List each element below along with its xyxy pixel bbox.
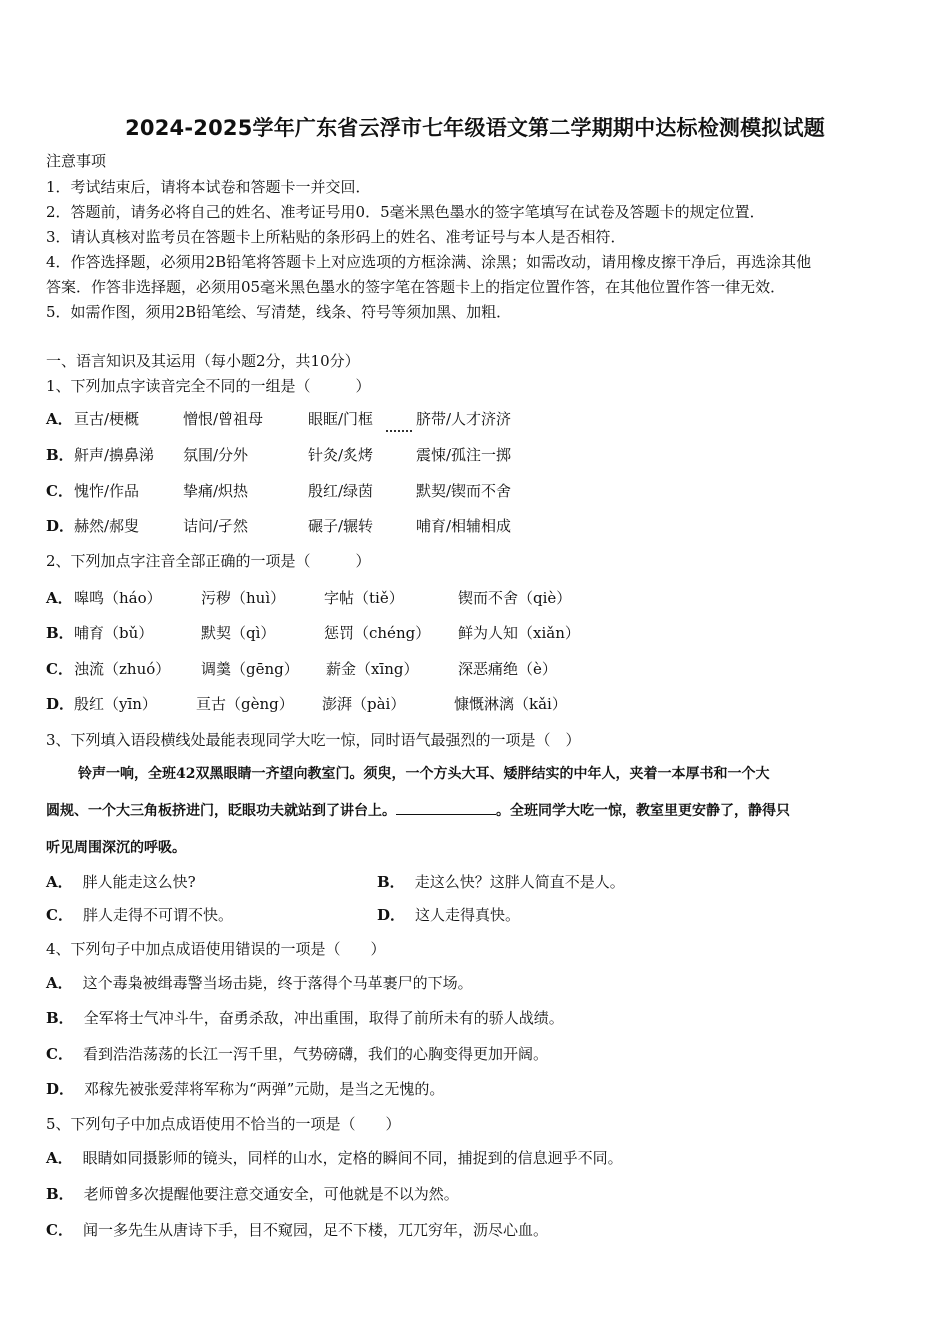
option-label: D． bbox=[46, 517, 75, 535]
q5-option-a[interactable] bbox=[46, 1148, 623, 1168]
option-cell: 愧怍/作品 bbox=[74, 482, 140, 500]
option-label: C． bbox=[46, 482, 73, 500]
question-3-stem: 3、下列填入语段横线处最能表现同学大吃一惊，同时语气最强烈的一项是（ ） bbox=[46, 731, 581, 749]
option-label: B． bbox=[377, 873, 405, 891]
option-cell: 鼾声/擤鼻涕 bbox=[74, 446, 155, 464]
option-label: B． bbox=[46, 1185, 74, 1203]
option-cell: 诘问/孑然 bbox=[183, 517, 249, 535]
q3-option-c[interactable] bbox=[46, 905, 233, 925]
q4-option-c[interactable] bbox=[46, 1044, 548, 1064]
option-label: B． bbox=[46, 1009, 74, 1027]
emphasis-dots bbox=[386, 417, 412, 437]
option-cell: 亘古/梗概 bbox=[74, 410, 140, 428]
q3-option-b[interactable] bbox=[377, 872, 625, 892]
notice-item: 4．作答选择题，必须用2B铅笔将答题卡上对应选项的方框涂满、涂黑；如需改动，请用橡皮擦干净后，再选涂其他 bbox=[46, 253, 812, 271]
option-cell: 哺育（bǔ） bbox=[74, 624, 154, 642]
option-text: 胖人能走这么快? bbox=[82, 873, 196, 891]
option-label: D． bbox=[46, 1080, 75, 1098]
q3-passage-text: 圆规、一个大三角板挤进门，眨眼功夫就站到了讲台上。 bbox=[46, 803, 396, 819]
option-cell: 赫然/郝叟 bbox=[74, 517, 140, 535]
option-cell: 澎湃（pài） bbox=[322, 695, 406, 713]
q4-option-d[interactable] bbox=[46, 1079, 444, 1099]
page-title: 2024-2025学年广东省云浮市七年级语文第二学期期中达标检测模拟试题 bbox=[125, 116, 825, 140]
option-cell: 污秽（huì） bbox=[201, 589, 286, 607]
question-4-stem: 4、下列句子中加点成语使用错误的一项是（ ） bbox=[46, 940, 386, 958]
option-cell: 憎恨/曾祖母 bbox=[183, 410, 264, 428]
option-label: D． bbox=[377, 906, 406, 924]
option-cell: 默契/锲而不舍 bbox=[416, 482, 512, 500]
option-cell: 调羹（gēng） bbox=[201, 660, 299, 678]
option-label: A． bbox=[46, 873, 73, 891]
option-label: A． bbox=[46, 410, 73, 428]
option-cell: 哺育/相辅相成 bbox=[416, 517, 512, 535]
notice-item: 答案．作答非选择题，必须用05毫米黑色墨水的签字笔在答题卡上的指定位置作答，在其他位置作答一律无效． bbox=[46, 278, 786, 296]
option-cell: 眼眶/门框 bbox=[308, 410, 374, 428]
section-heading: 一、语言知识及其运用（每小题2分，共10分） bbox=[46, 352, 360, 370]
option-cell: 亘古（gèng） bbox=[196, 695, 294, 713]
option-cell: 默契（qì） bbox=[201, 624, 276, 642]
q3-option-a[interactable] bbox=[46, 872, 196, 892]
question-5-stem: 5、下列句子中加点成语使用不恰当的一项是（ ） bbox=[46, 1115, 401, 1133]
option-text: 走这么快？这胖人简直不是人。 bbox=[414, 873, 625, 891]
notice-item: 2．答题前，请务必将自己的姓名、准考证号用0．5毫米黑色墨水的签字笔填写在试卷及答题卡的规定位置． bbox=[46, 203, 765, 221]
option-label: C． bbox=[46, 1221, 73, 1239]
question-1-stem: 1、下列加点字读音完全不同的一组是（ ） bbox=[46, 377, 371, 395]
notice-item: 1．考试结束后，请将本试卷和答题卡一并交回． bbox=[46, 178, 371, 196]
option-text: 这个毒枭被缉毒警当场击毙，终于落得个马革裹尸的下场。 bbox=[82, 974, 473, 992]
q3-passage-line: 听见周围深沉的呼吸。 bbox=[46, 840, 186, 856]
option-label: A． bbox=[46, 589, 73, 607]
option-text: 全军将士气冲斗牛，奋勇杀敌，冲出重围，取得了前所未有的骄人战绩。 bbox=[83, 1009, 564, 1027]
option-text: 眼睛如同摄影师的镜头，同样的山水，定格的瞬间不同，捕捉到的信息迥乎不同。 bbox=[82, 1149, 623, 1167]
option-cell: 浊流（zhuó） bbox=[74, 660, 171, 678]
answer-blank[interactable] bbox=[396, 800, 496, 815]
notice-item: 5．如需作图，须用2B铅笔绘、写清楚，线条、符号等须加黑、加粗． bbox=[46, 303, 512, 321]
option-cell: 殷红/绿茵 bbox=[308, 482, 374, 500]
option-cell: 深恶痛绝（è） bbox=[458, 660, 557, 678]
option-cell: 震悚/孤注一掷 bbox=[416, 446, 512, 464]
option-text: 闻一多先生从唐诗下手，目不窥园，足不下楼，兀兀穷年，沥尽心血。 bbox=[82, 1221, 548, 1239]
question-2-stem: 2、下列加点字注音全部正确的一项是（ ） bbox=[46, 552, 371, 570]
q4-option-a[interactable] bbox=[46, 973, 473, 993]
option-label: B． bbox=[46, 624, 74, 642]
option-text: 老师曾多次提醒他要注意交通安全，可他就是不以为然。 bbox=[83, 1185, 459, 1203]
option-label: B． bbox=[46, 446, 74, 464]
option-label: C． bbox=[46, 906, 73, 924]
option-cell: 薪金（xīng） bbox=[326, 660, 419, 678]
option-cell: 氛围/分外 bbox=[183, 446, 249, 464]
option-cell: 脐带/人才济济 bbox=[416, 410, 512, 428]
option-cell: 挚痛/炽热 bbox=[183, 482, 249, 500]
option-cell: 鲜为人知（xiǎn） bbox=[458, 624, 580, 642]
q5-option-c[interactable] bbox=[46, 1220, 548, 1240]
option-label: A． bbox=[46, 1149, 73, 1167]
option-text: 邓稼先被张爱萍将军称为“两弹”元勋，是当之无愧的。 bbox=[84, 1080, 445, 1098]
q3-passage-text: 。全班同学大吃一惊，教室里更安静了，静得只 bbox=[496, 803, 790, 819]
option-cell: 碾子/辗转 bbox=[308, 517, 374, 535]
option-label: D． bbox=[46, 695, 75, 713]
q3-passage-line bbox=[46, 800, 906, 821]
option-label: A． bbox=[46, 974, 73, 992]
option-cell: 针灸/炙烤 bbox=[308, 446, 374, 464]
notice-heading: 注意事项 bbox=[46, 152, 107, 170]
option-text: 看到浩浩荡荡的长江一泻千里，气势磅礴，我们的心胸变得更加开阔。 bbox=[82, 1045, 548, 1063]
q5-option-b[interactable] bbox=[46, 1184, 459, 1204]
option-label: C． bbox=[46, 660, 73, 678]
q3-option-d[interactable] bbox=[377, 905, 520, 925]
option-cell: 字帖（tiě） bbox=[324, 589, 404, 607]
option-label: C． bbox=[46, 1045, 73, 1063]
option-cell: 殷红（yīn） bbox=[74, 695, 157, 713]
option-text: 这人走得真快。 bbox=[415, 906, 521, 924]
q4-option-b[interactable] bbox=[46, 1008, 564, 1028]
q3-passage-line: 铃声一响，全班42双黑眼睛一齐望向教室门。须臾，一个方头大耳、矮胖结实的中年人，夹着一本厚书和一个大 bbox=[78, 766, 770, 782]
option-cell: 慷慨淋漓（kǎi） bbox=[454, 695, 567, 713]
option-cell: 嗥鸣（háo） bbox=[74, 589, 162, 607]
option-text: 胖人走得不可谓不快。 bbox=[82, 906, 233, 924]
option-cell: 惩罚（chéng） bbox=[324, 624, 431, 642]
option-cell: 锲而不舍（qiè） bbox=[458, 589, 572, 607]
notice-item: 3．请认真核对监考员在答题卡上所粘贴的条形码上的姓名、准考证号与本人是否相符． bbox=[46, 228, 626, 246]
